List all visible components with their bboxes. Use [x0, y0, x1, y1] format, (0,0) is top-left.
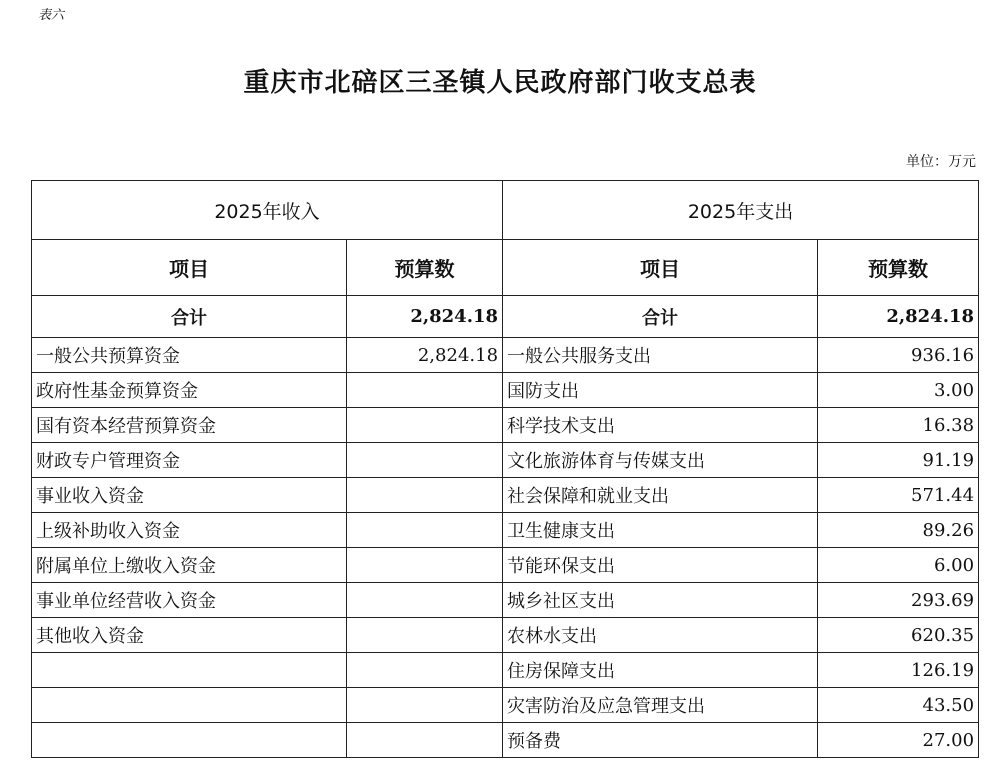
table-row: [32, 443, 979, 478]
income-item-cell: [32, 653, 347, 688]
income-item-cell: 财政专户管理资金: [32, 443, 347, 478]
expense-value-cell: 936.16: [818, 338, 979, 373]
income-value-cell: [347, 583, 503, 618]
income-item-cell: 政府性基金预算资金: [32, 373, 347, 408]
income-value-cell: [347, 688, 503, 723]
income-value-cell: [347, 723, 503, 758]
income-value-cell: [347, 653, 503, 688]
expense-item-cell: 住房保障支出: [503, 653, 818, 688]
income-total-label: 合计: [32, 296, 347, 338]
expense-value-cell: 16.38: [818, 408, 979, 443]
expense-item-cell: 卫生健康支出: [503, 513, 818, 548]
income-item-cell: 一般公共预算资金: [32, 338, 347, 373]
table-row: [32, 513, 979, 548]
expense-budget-column-header: 预算数: [818, 240, 979, 296]
expense-value-cell: 293.69: [818, 583, 979, 618]
table-row: [32, 618, 979, 653]
expense-value-cell: 6.00: [818, 548, 979, 583]
expense-item-cell: 一般公共服务支出: [503, 338, 818, 373]
income-value-cell: [347, 618, 503, 653]
expense-value-cell: 620.35: [818, 618, 979, 653]
expense-value-cell: 91.19: [818, 443, 979, 478]
expense-value-cell: 3.00: [818, 373, 979, 408]
expense-item-cell: 国防支出: [503, 373, 818, 408]
income-item-cell: 事业单位经营收入资金: [32, 583, 347, 618]
expense-total-value: 2,824.18: [818, 296, 979, 338]
expense-value-cell: 43.50: [818, 688, 979, 723]
unit-label: 单位：万元: [906, 154, 976, 170]
table-row: [32, 723, 979, 758]
total-row: [32, 296, 979, 338]
income-value-cell: [347, 513, 503, 548]
table-row: [32, 653, 979, 688]
income-section-heading: 2025年收入: [32, 181, 503, 240]
expense-item-cell: 节能环保支出: [503, 548, 818, 583]
income-item-cell: [32, 688, 347, 723]
income-value-cell: [347, 478, 503, 513]
expense-value-cell: 27.00: [818, 723, 979, 758]
expense-item-cell: 文化旅游体育与传媒支出: [503, 443, 818, 478]
expense-value-cell: 571.44: [818, 478, 979, 513]
income-total-value: 2,824.18: [347, 296, 503, 338]
expense-total-label: 合计: [503, 296, 818, 338]
page-title: 重庆市北碚区三圣镇人民政府部门收支总表: [243, 68, 757, 98]
table-row: [32, 373, 979, 408]
expense-item-column-header: 项目: [503, 240, 818, 296]
budget-summary-table: [31, 180, 979, 758]
table-row: [32, 408, 979, 443]
table-row: [32, 478, 979, 513]
income-value-cell: [347, 373, 503, 408]
income-budget-column-header: 预算数: [347, 240, 503, 296]
income-item-column-header: 项目: [32, 240, 347, 296]
table-row: [32, 688, 979, 723]
expense-item-cell: 城乡社区支出: [503, 583, 818, 618]
section-header-row: [32, 181, 979, 240]
column-header-row: [32, 240, 979, 296]
income-item-cell: 上级补助收入资金: [32, 513, 347, 548]
expense-item-cell: 预备费: [503, 723, 818, 758]
income-value-cell: [347, 548, 503, 583]
table-row: [32, 548, 979, 583]
table-number-label: 表六: [38, 8, 65, 23]
income-item-cell: 事业收入资金: [32, 478, 347, 513]
expense-value-cell: 126.19: [818, 653, 979, 688]
expense-section-heading: 2025年支出: [503, 181, 979, 240]
expense-item-cell: 农林水支出: [503, 618, 818, 653]
expense-item-cell: 社会保障和就业支出: [503, 478, 818, 513]
income-value-cell: [347, 443, 503, 478]
income-item-cell: [32, 723, 347, 758]
income-value-cell: [347, 408, 503, 443]
income-item-cell: 其他收入资金: [32, 618, 347, 653]
expense-item-cell: 灾害防治及应急管理支出: [503, 688, 818, 723]
expense-value-cell: 89.26: [818, 513, 979, 548]
table-row: [32, 338, 979, 373]
table-row: [32, 583, 979, 618]
expense-item-cell: 科学技术支出: [503, 408, 818, 443]
income-value-cell: 2,824.18: [347, 338, 503, 373]
income-item-cell: 国有资本经营预算资金: [32, 408, 347, 443]
income-item-cell: 附属单位上缴收入资金: [32, 548, 347, 583]
